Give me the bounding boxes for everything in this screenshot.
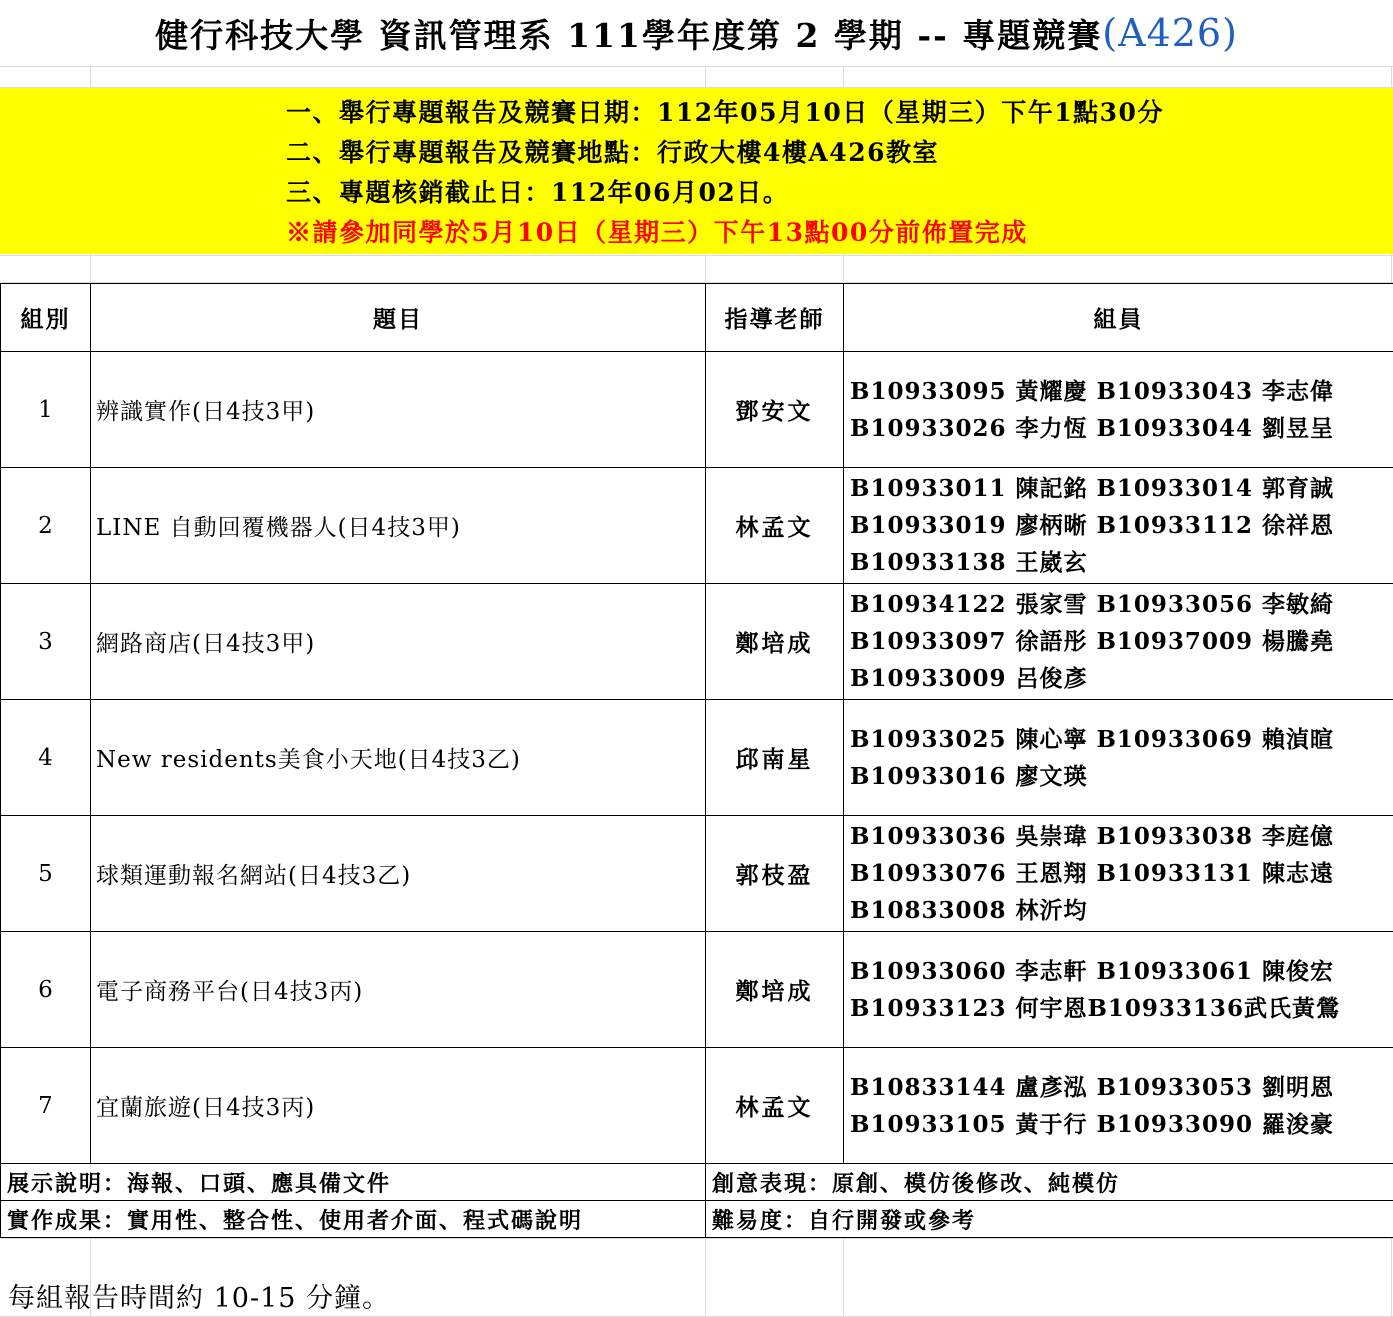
title-main: 健行科技大學 資訊管理系 111學年度第 2 學期 -- 專題競賽 — [155, 15, 1103, 55]
member-line: B10933019 廖柄晰 B10933112 徐祥恩 — [850, 512, 1334, 539]
project-topic: 球類運動報名網站(日4技3乙) — [91, 816, 706, 932]
page-title — [0, 0, 1393, 66]
group-number: 1 — [1, 352, 91, 468]
project-topic: 網路商店(日4技3甲) — [91, 584, 706, 700]
advisor-name: 邱南星 — [706, 700, 844, 816]
group-number: 5 — [1, 816, 91, 932]
member-list — [844, 468, 1393, 584]
member-line: B10933060 李志軒 B10933061 陳俊宏 — [850, 957, 1334, 985]
competition-table — [0, 283, 1393, 1238]
footer-row — [1, 1201, 1393, 1238]
results-criteria: 實作成果：實用性、整合性、使用者介面、程式碼說明 — [1, 1201, 706, 1238]
project-topic: 辨識實作(日4技3甲) — [91, 352, 706, 468]
member-line: B10933009 呂俊彥 — [850, 665, 1088, 692]
grid-line — [0, 66, 1393, 67]
member-list — [844, 932, 1393, 1048]
member-list — [844, 816, 1393, 932]
advisor-name: 鄧安文 — [706, 352, 844, 468]
notice-setup-reminder: ※請參加同學於5月10日（星期三）下午13點00分前佈置完成 — [286, 218, 1028, 247]
group-number: 4 — [1, 700, 91, 816]
group-number: 2 — [1, 468, 91, 584]
project-topic: 電子商務平台(日4技3丙) — [91, 932, 706, 1048]
table-row — [1, 932, 1393, 1048]
table-row — [1, 816, 1393, 932]
advisor-name: 林孟文 — [706, 468, 844, 584]
member-line: B10833008 林沂均 — [850, 897, 1088, 924]
member-list — [844, 352, 1393, 468]
project-topic: LINE 自動回覆機器人(日4技3甲) — [91, 468, 706, 584]
grid-line — [0, 255, 1393, 256]
member-line: B10934122 張家雪 B10933056 李敏綺 — [850, 591, 1334, 618]
header-members: 組員 — [844, 284, 1393, 352]
group-number: 7 — [1, 1048, 91, 1164]
header-group: 組別 — [1, 284, 91, 352]
member-line: B10933016 廖文瑛 — [850, 762, 1088, 790]
advisor-name: 林孟文 — [706, 1048, 844, 1164]
advisor-name: 郭枝盈 — [706, 816, 844, 932]
header-advisor: 指導老師 — [706, 284, 844, 352]
notice-box — [0, 88, 1393, 254]
member-line: B10933105 黃于行 B10933090 羅浚豪 — [850, 1110, 1334, 1138]
member-line: B10933095 黃耀慶 B10933043 李志偉 — [850, 377, 1334, 405]
member-list — [844, 700, 1393, 816]
member-line: B10933076 王恩翔 B10933131 陳志遠 — [850, 860, 1334, 887]
title-room: (A426) — [1102, 11, 1238, 55]
table-row — [1, 1048, 1393, 1164]
header-topic: 題目 — [91, 284, 706, 352]
project-topic: New residents美食小天地(日4技3乙) — [91, 700, 706, 816]
footer-row — [1, 1164, 1393, 1201]
member-line: B10933011 陳記銘 B10933014 郭育誠 — [850, 475, 1334, 502]
member-line: B10833144 盧彥泓 B10933053 劉明恩 — [850, 1073, 1334, 1101]
project-topic: 宜蘭旅遊(日4技3丙) — [91, 1048, 706, 1164]
notice-location: 二、舉行專題報告及競賽地點：行政大樓4樓A426教室 — [286, 138, 939, 167]
table-row — [1, 584, 1393, 700]
member-line: B10933036 吳崇瑋 B10933038 李庭億 — [850, 823, 1334, 850]
difficulty-criteria: 難易度：自行開發或參考 — [706, 1201, 1393, 1238]
member-line: B10933097 徐語彤 B10937009 楊騰堯 — [850, 628, 1334, 655]
notice-date: 一、舉行專題報告及競賽日期：112年05月10日（星期三）下午1點30分 — [286, 98, 1164, 127]
table-row — [1, 468, 1393, 584]
table-row — [1, 700, 1393, 816]
member-line: B10933123 何宇恩B10933136武氏黃鶯 — [850, 994, 1340, 1022]
advisor-name: 鄭培成 — [706, 932, 844, 1048]
table-row — [1, 352, 1393, 468]
group-number: 6 — [1, 932, 91, 1048]
member-list — [844, 1048, 1393, 1164]
group-number: 3 — [1, 584, 91, 700]
table-header-row — [1, 284, 1393, 352]
notice-deadline: 三、專題核銷截止日：112年06月02日。 — [286, 178, 790, 207]
member-list — [844, 584, 1393, 700]
member-line: B10933138 王崴玄 — [850, 549, 1088, 576]
display-criteria: 展示說明：海報、口頭、應具備文件 — [1, 1164, 706, 1201]
member-line: B10933025 陳心寧 B10933069 賴湞暄 — [850, 725, 1334, 753]
advisor-name: 鄭培成 — [706, 584, 844, 700]
member-line: B10933026 李力恆 B10933044 劉昱呈 — [850, 414, 1334, 442]
creativity-criteria: 創意表現：原創、模仿後修改、純模仿 — [706, 1164, 1393, 1201]
grid-line — [0, 1238, 1393, 1239]
report-time-note: 每組報告時間約 10-15 分鐘。 — [8, 1283, 391, 1314]
